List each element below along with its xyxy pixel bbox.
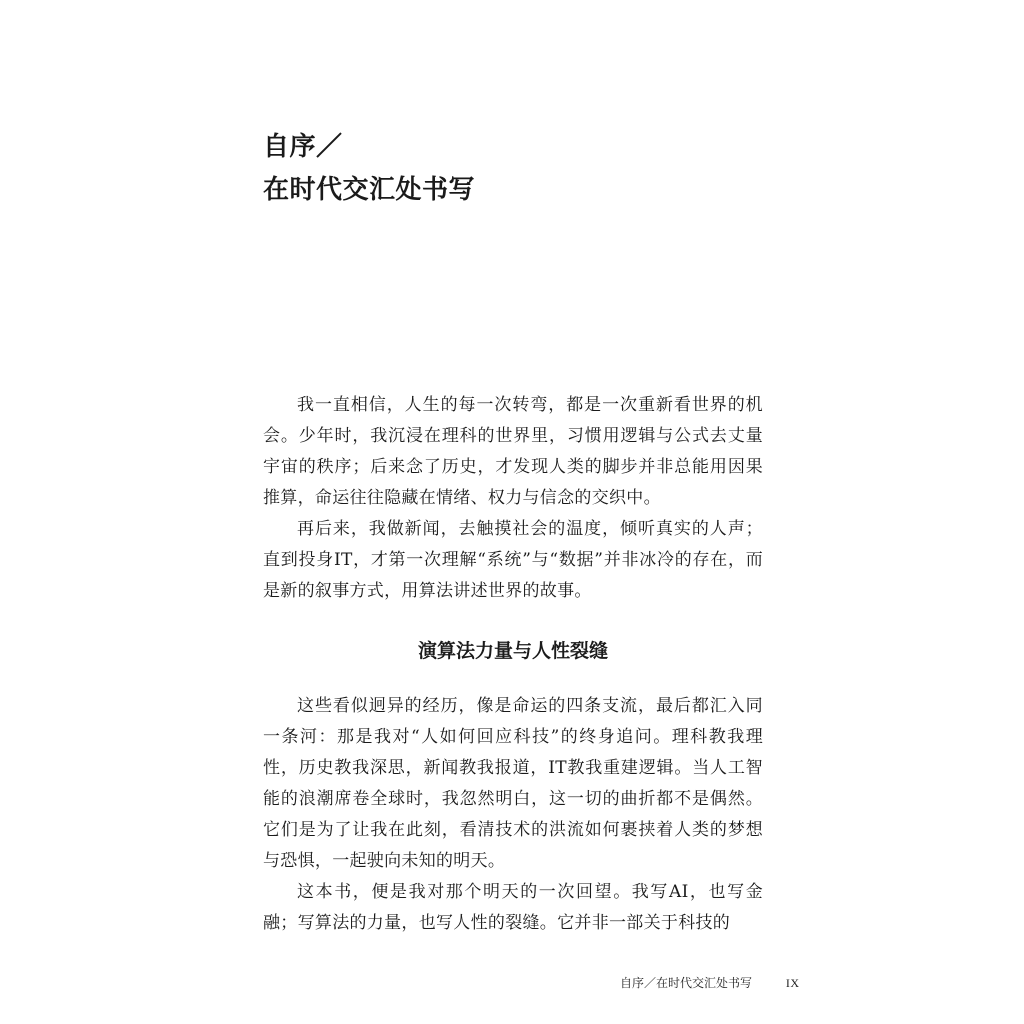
paragraph: 再后来，我做新闻，去触摸社会的温度，倾听真实的人声；直到投身IT，才第一次理解“系统”与“数据”并非冰冷的存在，而是新的叙事方式，用算法讲述世界的故事。	[263, 519, 763, 601]
page-footer	[620, 975, 800, 991]
paragraph: 我一直相信，人生的每一次转弯，都是一次重新看世界的机会。少年时，我沉浸在理科的世界里，习惯用逻辑与公式去丈量宇宙的秩序；后来念了历史，才发现人类的脚步并非总能用因果推算，命运往往隐藏在情绪、权力与信念的交织中。	[263, 395, 763, 508]
section-heading: 演算法力量与人性裂缝	[417, 640, 608, 662]
chapter-title-line-2: 在时代交汇处书写	[263, 175, 476, 205]
chapter-title	[263, 126, 763, 212]
running-title: 自序／在时代交汇处书写	[620, 976, 753, 990]
page-number: IX	[785, 976, 800, 990]
paragraph: 这本书，便是我对那个明天的一次回望。我写AI，也写金融；写算法的力量，也写人性的裂缝。它并非一部关于科技的	[263, 882, 763, 933]
chapter-title-line-1: 自序／	[263, 132, 343, 162]
paragraph: 这些看似迥异的经历，像是命运的四条支流，最后都汇入同一条河：那是我对“人如何回应科技”的终身追问。理科教我理性，历史教我深思，新闻教我报道，IT教我重建逻辑。当人工智能的浪潮席卷全球时，我忽然明白，这一切的曲折都不是偶然。它们是为了让我在此刻，看清技术的洪流如何裹挟着人类的梦想与恐惧，一起驶向未知的明天。	[263, 696, 763, 871]
body-text	[263, 390, 763, 939]
